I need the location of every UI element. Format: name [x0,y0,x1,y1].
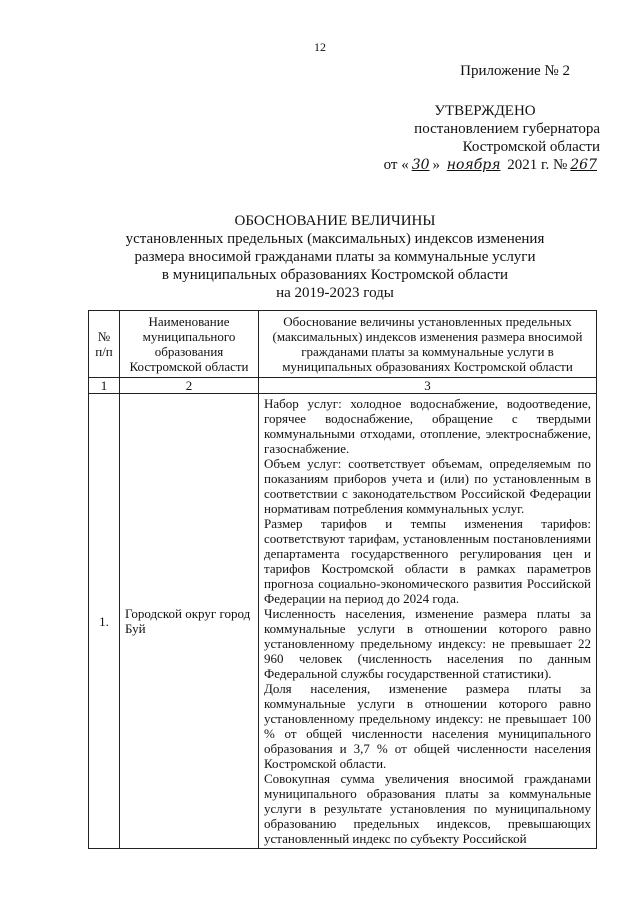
decree-number: 267 [570,157,597,173]
date-mid: » [432,157,441,173]
decree-date-line [330,156,600,174]
paragraph-tariffs: Размер тарифов и темпы изменения тарифов: соответствуют тарифам, установленным постановлениями департамента государственного регулирования цен и тарифов Костромской области в рамках параметров прогноза социально-экономического развития Российской Федерации на период до 2024 года. [264,516,591,606]
appendix-label: Приложение № 2 [460,63,570,79]
column-number-3: 3 [259,378,597,394]
date-prefix: от « [383,157,409,173]
municipality-name: Городской округ город Буй [120,394,259,849]
header-justification: Обоснование величины установленных предельных (максимальных) индексов изменения размера вносимой гражданами платы за коммунальные услуги в муниципальных образованиях Костромской области [259,311,597,378]
approved-by-line1: постановлением губернатора [414,121,600,137]
title-line-2: установленных предельных (максимальных) индексов изменения [125,231,545,247]
title-line-1: ОБОСНОВАНИЕ ВЕЛИЧИНЫ [234,213,436,229]
title-line-4: в муниципальных образованиях Костромской области [161,267,509,283]
paragraph-population: Численность населения, изменение размера платы за коммунальные услуги в отношении которого равно установленному предельному индексу: не превышает 22 960 человек (численность населения по данным Федеральной службы государственной статистики). [264,606,591,681]
document-title [60,212,610,302]
justification-text [259,394,597,849]
column-number-2: 2 [120,378,259,394]
date-month: ноября [446,157,501,173]
title-line-3: размера вносимой гражданами платы за коммунальные услуги [134,249,536,265]
date-day: 30 [411,157,430,173]
title-line-5: на 2019-2023 годы [276,285,394,301]
paragraph-total-increase: Совокупная сумма увеличения вносимой гражданами муниципального образования платы за коммунальные услуги в результате установления по муниципальному образованию предельных индексов, превышающих установленный индекс по субъекту Российской [264,771,591,846]
justification-table [88,310,597,849]
table-row [89,394,597,849]
approval-block [330,62,600,174]
page-number: 12 [314,40,326,54]
approved-by-line2: Костромской области [462,139,600,155]
date-year: 2021 г. № [507,157,568,173]
column-number-1: 1 [89,378,120,394]
paragraph-population-share: Доля населения, изменение размера платы за коммунальные услуги в отношении которого равно установленному предельному индексу: не превышает 100 % от общей численности населения муниципального образования и 3,7 % от общей численности населения Костромской области. [264,681,591,771]
table-header-row [89,311,597,378]
header-number: № п/п [89,311,120,378]
paragraph-services: Набор услуг: холодное водоснабжение, водоотведение, горячее водоснабжение, обращение с твердыми коммунальными отходами, отопление, электроснабжение, газоснабжение. [264,396,591,456]
header-municipality: Наименование муниципального образования Костромской области [120,311,259,378]
paragraph-volume: Объем услуг: соответствует объемам, определяемым по показаниям приборов учета и (или) по установленным в соответствии с законодательством Российской Федерации нормативам потребления коммунальных услуг. [264,456,591,516]
column-number-row [89,378,597,394]
approved-label: УТВЕРЖДЕНО [434,103,536,119]
row-number: 1. [89,394,120,849]
